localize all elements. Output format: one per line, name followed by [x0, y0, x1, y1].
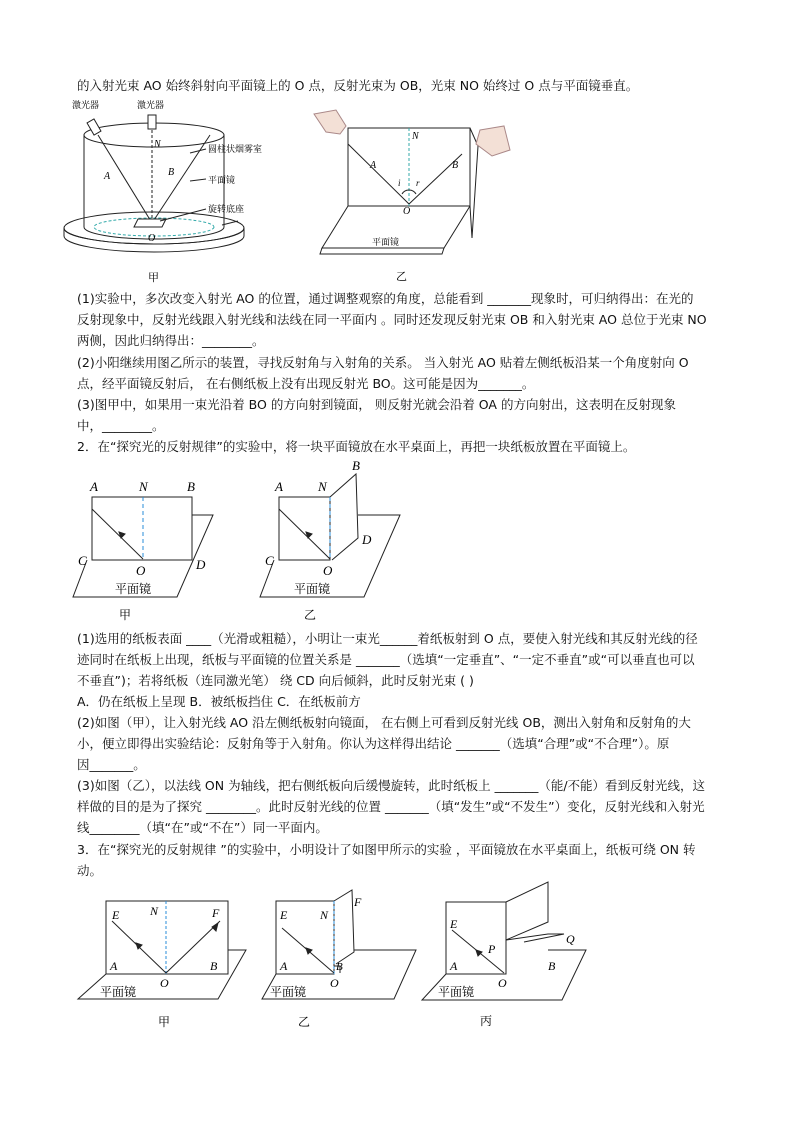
label-N: N [412, 131, 419, 142]
q2-part2-line3: 因_______。 [77, 757, 146, 772]
label-E: E [112, 908, 120, 922]
label-D: D [196, 557, 206, 572]
caption: 乙 [298, 1015, 311, 1029]
label-C: C [78, 553, 87, 568]
label-B: B [548, 959, 556, 973]
label-mirror: 平面镜 [438, 985, 475, 999]
label-B: B [352, 458, 360, 473]
label-O: O [403, 206, 411, 217]
figure-smoke-chamber [72, 95, 282, 285]
label-A: A [90, 479, 98, 494]
label-r: r [416, 178, 420, 188]
laser-icon [87, 119, 101, 135]
label-mirror: 平面镜 [270, 985, 307, 999]
caption: 乙 [396, 271, 407, 283]
label-laser-right: 激光器 [137, 100, 165, 110]
laser-icon [148, 115, 156, 129]
caption: 丙 [480, 1014, 493, 1028]
label-O: O [498, 976, 507, 990]
label-mirror: 平面镜 [115, 582, 152, 596]
label-F: F [354, 895, 362, 909]
label-N: N [318, 479, 327, 494]
q2-part3-line1: (3)如图（乙），以法线 ON 为轴线，把右侧纸板向后缓慢旋转，此时纸板上 _______（能/不能）看到反射光线，这 [77, 778, 706, 793]
label-A: A [280, 959, 288, 973]
q1-part2-line1: (2)小阳继续用图乙所示的装置，寻找反射角与入射角的关系。 当入射光 AO 贴着左侧纸板沿某一个角度射向 O [77, 355, 689, 370]
q1-part1-line3: 两侧，因此归纳得出：________。 [77, 333, 265, 348]
caption: 甲 [158, 1015, 171, 1029]
label-mirror: 平面镜 [208, 175, 236, 185]
label-O: O [148, 233, 156, 244]
label-O: O [323, 563, 333, 578]
text-line: 的入射光束 AO 始终斜射向平面镜上的 O 点，反射光束为 OB，光束 NO 始终过 O 点与平面镜垂直。 [77, 78, 639, 93]
q2-options: A．仍在纸板上呈现 B．被纸板挡住 C．在纸板前方 [77, 694, 361, 709]
caption: 甲 [148, 272, 159, 284]
caption: 甲 [119, 608, 132, 622]
question-2-stem: 2．在“探究光的反射规律”的实验中，将一块平面镜放在水平桌面上，再把一块纸板放置在平面镜上。 [77, 439, 636, 454]
label-mirror: 平面镜 [100, 985, 137, 999]
q2-part1-line3: 不垂直”)；若将纸板（连同激光笔） 绕 CD 向后倾斜，此时反射光束 ( ) [77, 673, 474, 688]
label-F: F [212, 906, 220, 920]
figure-q2-b [262, 458, 422, 623]
label-A: A [110, 959, 118, 973]
q1-part1-line1: (1)实验中，多次改变入射光 AO 的位置，通过调整观察的角度，总能看到 _______现象时，可归纳得出：在光的 [77, 291, 694, 306]
q1-part3-line1: (3)图甲中，如果用一束光沿着 BO 的方向射到镜面， 则反射光就会沿着 OA 的方向射出，这表明在反射现象 [77, 397, 676, 412]
q2-part2-line2: 小，便立即得出实验结论：反射角等于入射角。你认为这样得出结论 _______（选填“合理”或“不合理”）。原 [77, 736, 670, 751]
q2-part3-line2: 样做的目的是为了探究 ________。此时反射光线的位置 _______（填“发生”或“不发生”）变化，反射光线和入射光 [77, 799, 705, 814]
label-base: 旋转底座 [208, 204, 245, 214]
q2-part1-line2: 迹同时在纸板上出现，纸板与平面镜的位置关系是 _______（选填“一定垂直”、“一定不垂直”或“可以垂直也可以 [77, 652, 695, 667]
label-B: B [168, 167, 175, 178]
label-O: O [136, 563, 146, 578]
label-N: N [150, 904, 159, 918]
figure-q3-b [262, 890, 422, 1035]
question-3-stem-line1: 3．在“探究光的反射规律 ”的实验中，小明设计了如图甲所示的实验 ，平面镜放在水平桌面上，纸板可绕 ON 转 [77, 842, 696, 857]
label-Q: Q [566, 932, 575, 946]
label-P: P [488, 942, 496, 956]
q2-part1-line1: (1)选用的纸板表面 ____（光滑或粗糙），小明让一束光______着纸板射到 O 点，要使入射光线和其反射光线的径 [77, 631, 698, 646]
label-N: N [154, 139, 161, 150]
figure-q3-a [78, 895, 253, 1035]
question-3-stem-line2: 动。 [77, 863, 103, 878]
label-B: B [210, 959, 218, 973]
q1-part1-line2: 反射现象中，反射光线跟入射光线和法线在同一平面内 。同时还发现反射光束 OB 和入射光束 AO 总位于光束 NO [77, 312, 707, 327]
label-A: A [104, 171, 111, 182]
hand-left-icon [314, 110, 346, 134]
label-N: N [320, 908, 329, 922]
label-A: A [275, 479, 283, 494]
label-C: C [265, 553, 274, 568]
label-E: E [450, 917, 458, 931]
q1-part3-line2: 中，________。 [77, 418, 165, 433]
q1-part2-line2: 点，经平面镜反射后， 在右侧纸板上没有出现反射光 BO。这可能是因为_______。 [77, 376, 535, 391]
label-D: D [362, 532, 372, 547]
label-B: B [187, 479, 195, 494]
label-B: B [336, 961, 343, 973]
caption: 乙 [304, 608, 317, 622]
label-laser-left: 激光器 [72, 100, 100, 110]
label-mirror: 平面镜 [294, 582, 331, 596]
label-i: i [398, 178, 401, 188]
label-A: A [450, 959, 458, 973]
label-O: O [330, 976, 339, 990]
label-E: E [280, 908, 288, 922]
hand-right-icon [476, 126, 510, 156]
label-O: O [160, 976, 169, 990]
q2-part3-line3: 线________（填“在”或“不在”）同一平面内。 [77, 820, 328, 835]
label-B: B [452, 160, 459, 171]
label-N: N [139, 479, 148, 494]
q2-part2-line1: (2)如图（甲），让入射光线 AO 沿左侧纸板射向镜面， 在右侧上可看到反射光线 OB，测出入射角和反射角的大 [77, 715, 691, 730]
figure-q2-a [75, 473, 225, 623]
figure-q3-c [420, 882, 610, 1035]
label-A: A [370, 160, 377, 171]
label-mirror: 平面镜 [372, 237, 400, 247]
figure-board-hands [312, 108, 522, 288]
label-chamber: 圆柱状烟雾室 [208, 144, 263, 154]
